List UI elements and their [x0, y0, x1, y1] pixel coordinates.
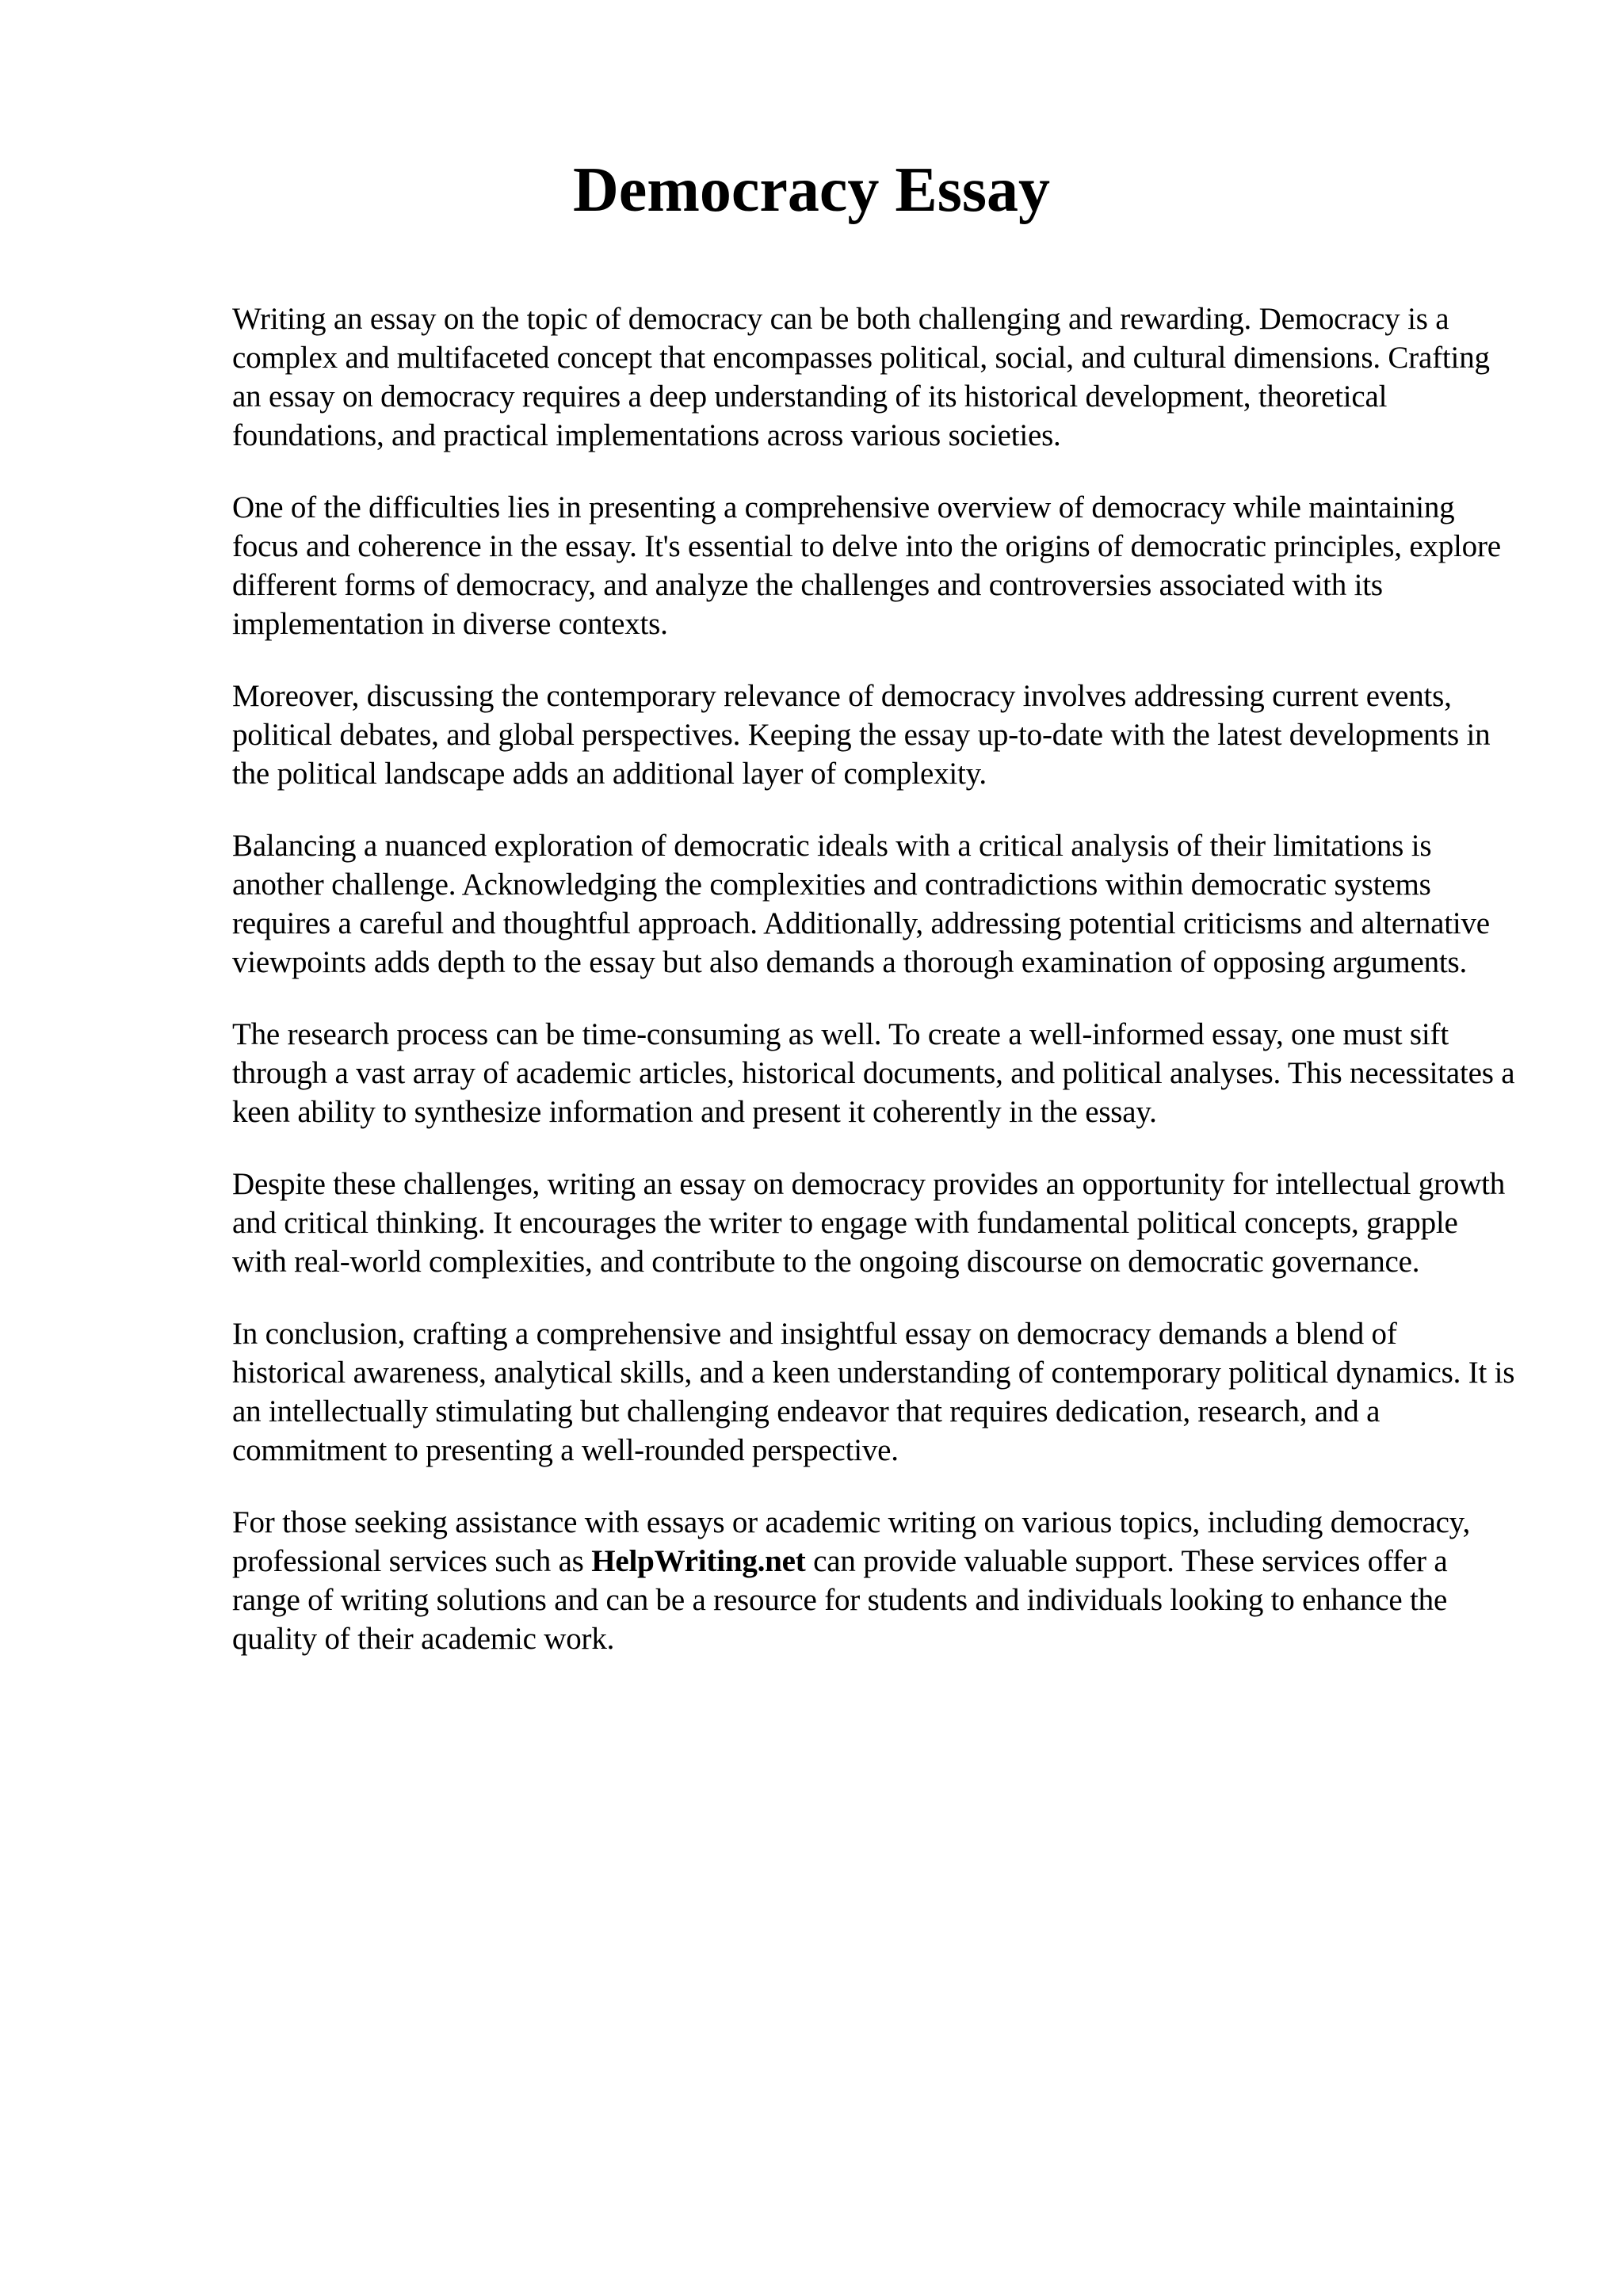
paragraph-4: Balancing a nuanced exploration of democratic ideals with a critical analysis of their limitations is another challenge. Acknowledging the complexities and contradictions within democratic systems requires a careful and thoughtful approach. Additionally, addressing potential criticisms and alternative viewpoints adds depth to the essay but also demands a thorough examination of opposing arguments.	[232, 829, 1490, 979]
helpwriting-link[interactable]: HelpWriting.net	[591, 1544, 806, 1578]
paragraph-7: In conclusion, crafting a comprehensive and insightful essay on democracy demands a blend of historical awareness, analytical skills, and a keen understanding of contemporary political dynamics. It is an intellectually stimulating but challenging endeavor that requires dedication, research, and a commitment to presenting a well-rounded perspective.	[232, 1317, 1515, 1467]
paragraph-8	[232, 1503, 1516, 1658]
paragraph-5: The research process can be time-consuming as well. To create a well-informed essay, one must sift through a vast array of academic articles, historical documents, and political analyses. This necessitates a keen ability to synthesize information and present it coherently in the essay.	[232, 1017, 1515, 1129]
paragraph-6: Despite these challenges, writing an essay on democracy provides an opportunity for intellectual growth and critical thinking. It encourages the writer to engage with fundamental political concepts, grapple with real-world complexities, and contribute to the ongoing discourse on democratic governance.	[232, 1167, 1506, 1279]
paragraph-8-text-after: can provide valuable support. These services offer a range of writing solutions and can be a resource for students and individuals looking to enhance the quality of their academic work.	[232, 1544, 1448, 1656]
paragraph-2: One of the difficulties lies in presenting a comprehensive overview of democracy while maintaining focus and coherence in the essay. It's essential to delve into the origins of democratic principles, explore different forms of democracy, and analyze the challenges and controversies associated with its implementation in diverse contexts.	[232, 490, 1501, 641]
page-title: Democracy Essay	[572, 155, 1051, 225]
paragraph-1: Writing an essay on the topic of democracy can be both challenging and rewarding. Democracy is a complex and multifaceted concept that encompasses political, social, and cultural dimensions. Crafting an essay on democracy requires a deep understanding of its historical development, theoretical foundations, and practical implementations across various societies.	[232, 302, 1490, 452]
paragraph-8-text-before: For those seeking assistance with essays or academic writing on various topics, including democracy, professional services such as	[232, 1505, 1470, 1578]
paragraph-3: Moreover, discussing the contemporary relevance of democracy involves addressing current events, political debates, and global perspectives. Keeping the essay up-to-date with the latest developments in the political landscape adds an additional layer of complexity.	[232, 679, 1491, 791]
essay-body	[232, 299, 1516, 1691]
